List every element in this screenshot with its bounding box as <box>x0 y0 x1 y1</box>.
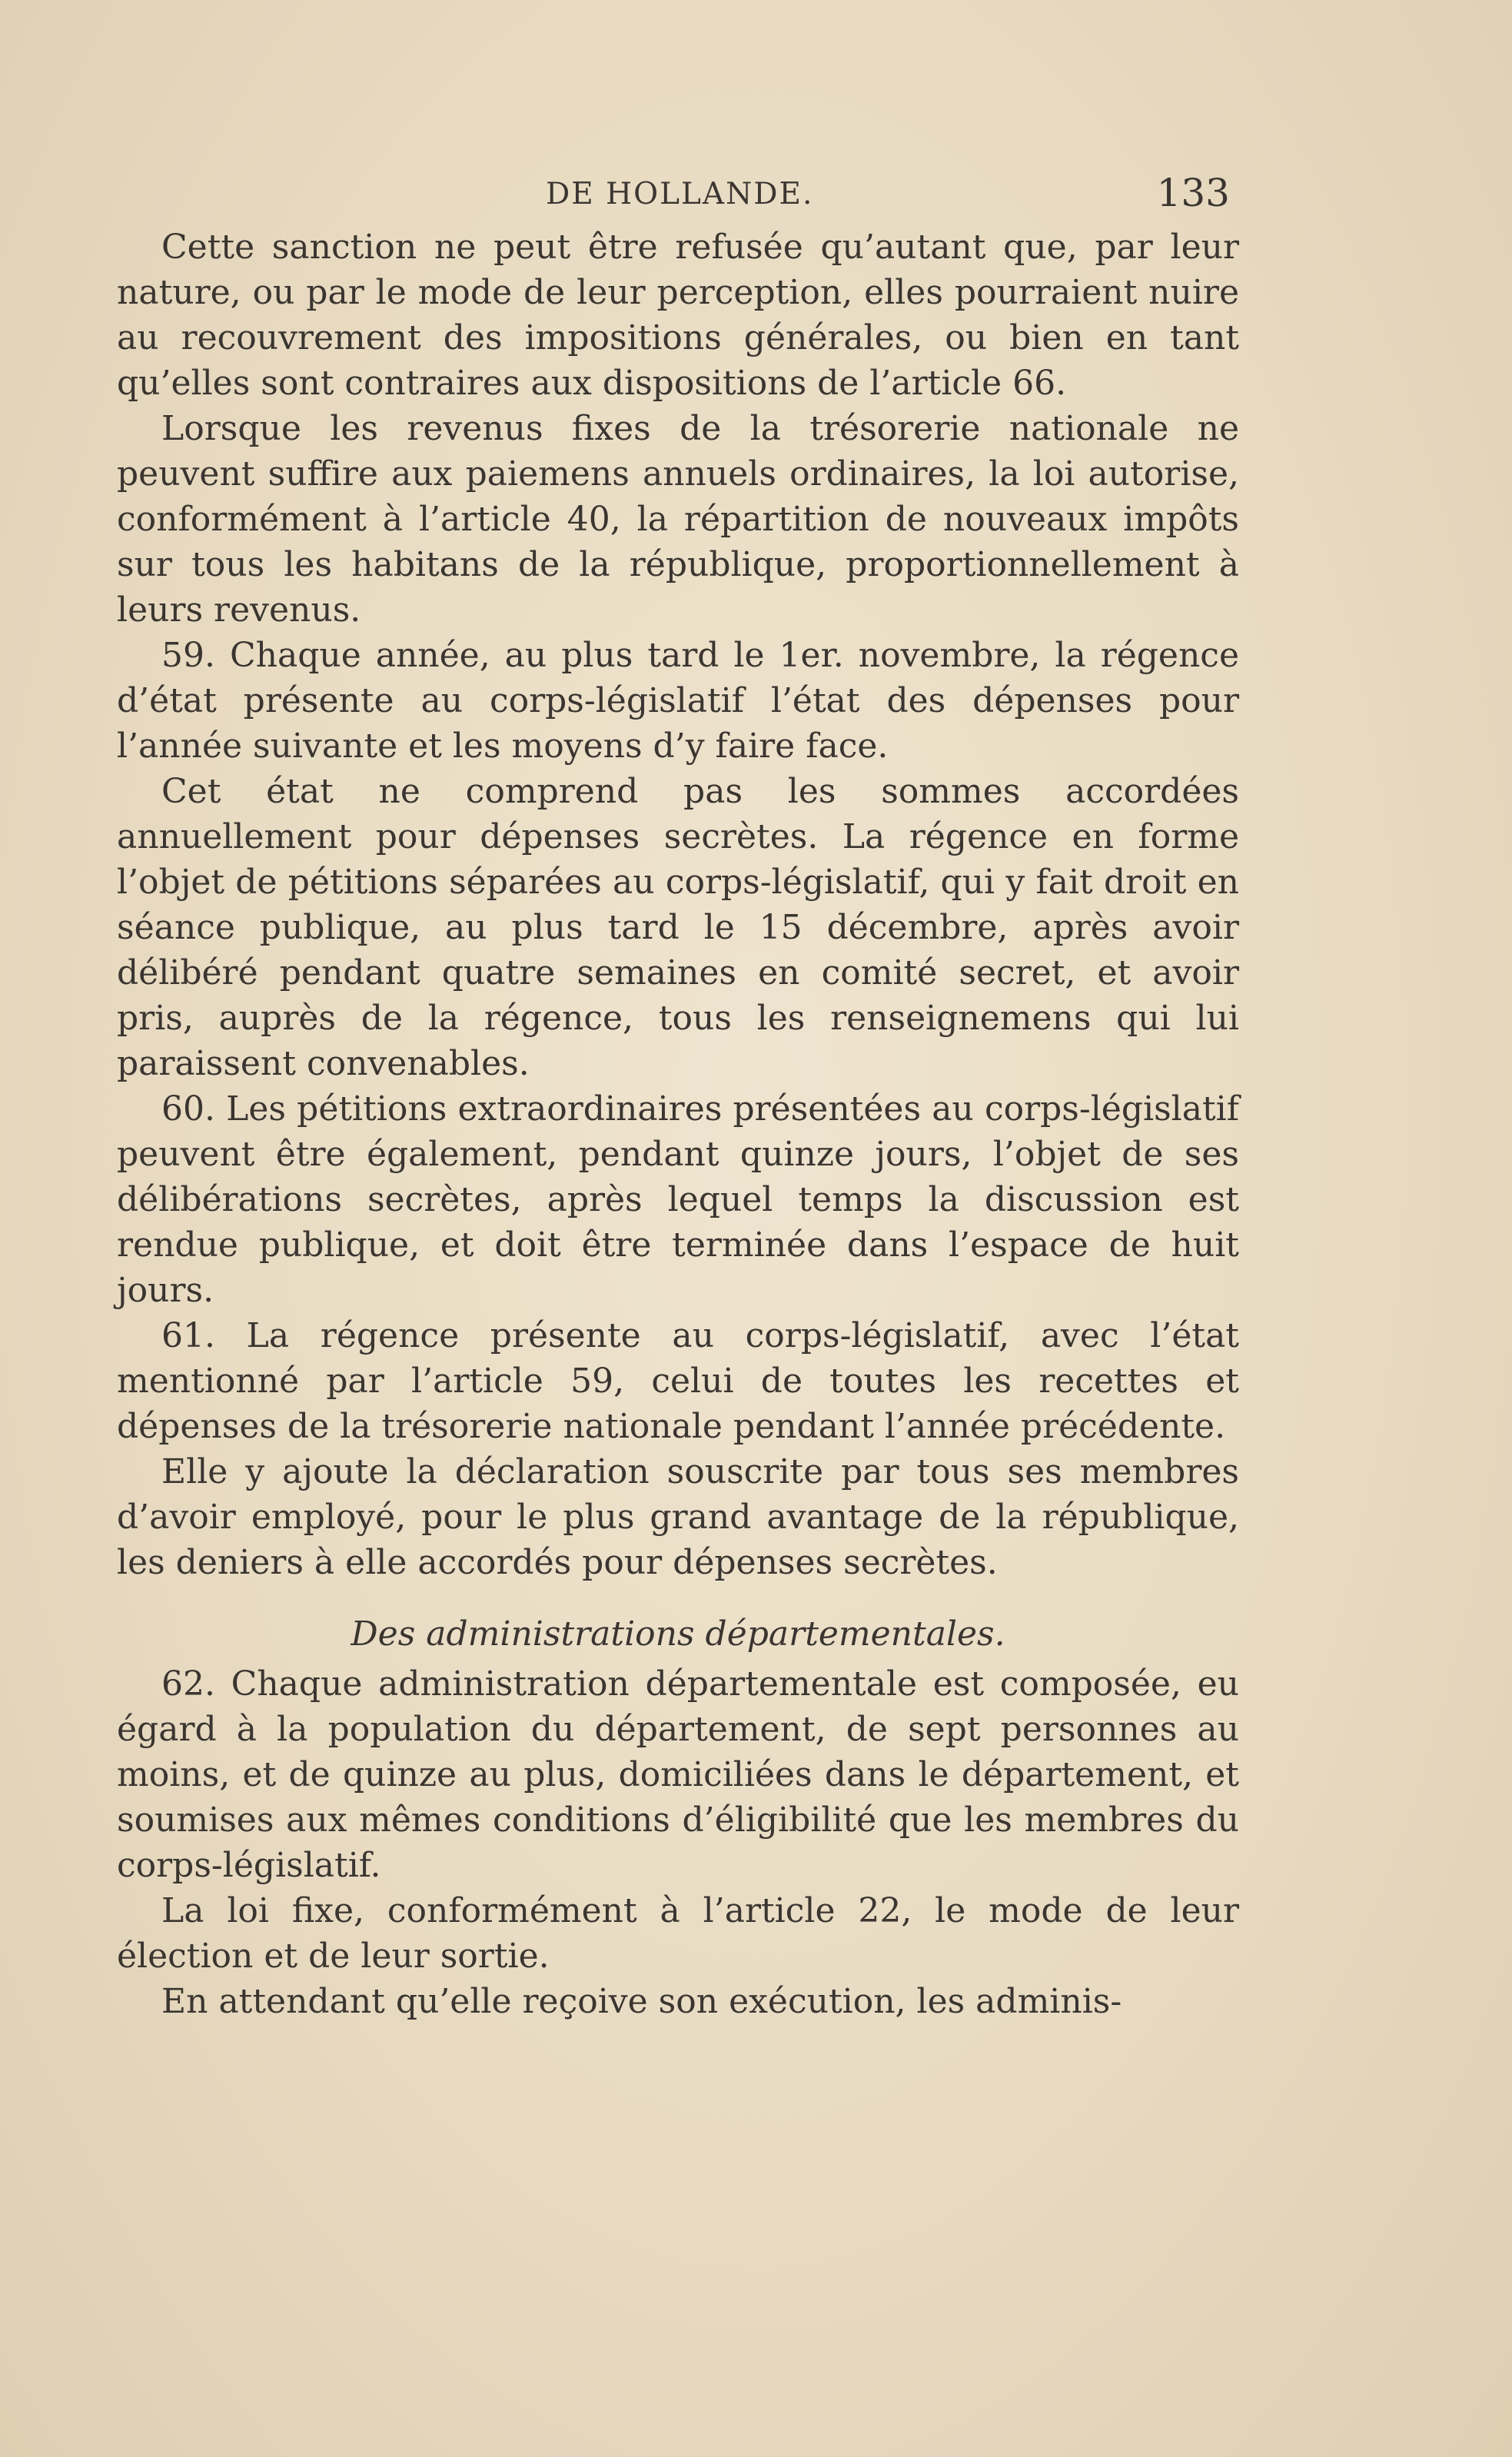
page-header <box>115 171 1230 217</box>
paragraph: Cette sanction ne peut être refusée qu’autant que, par leur nature, ou par le mode de leur perception, elles pourraient nuire au recouvrement des impositions générales, ou bien en tant qu’elles sont contraires aux dispositions de l’article 66. <box>117 228 1239 403</box>
page-number: 133 <box>1156 171 1230 215</box>
paragraph: En attendant qu’elle reçoive son exécution, les adminis- <box>161 1982 1122 2021</box>
article-paragraph: 61. La régence présente au corps-législatif, avec l’état mentionné par l’article 59, celui de toutes les recettes et dépenses de la trésorerie nationale pendant l’année précédente. <box>117 1316 1239 1446</box>
paragraph: La loi fixe, conformément à l’article 22, le mode de leur élection et de leur sortie. <box>117 1891 1239 1976</box>
body-text <box>117 224 1239 2024</box>
paragraph: Lorsque les revenus fixes de la trésorerie nationale ne peuvent suffire aux paiemens annuels ordinaires, la loi autorise, conformément à l’article 40, la répartition de nouveaux impôts sur tous les habitans de la république, proportionnellement à leurs revenus. <box>117 409 1239 630</box>
paragraph: Cet état ne comprend pas les sommes accordées annuellement pour dépenses secrètes. La régence en forme l’objet de pétitions séparées au corps-législatif, qui y fait droit en séance publique, au plus tard le 15 décembre, après avoir délibéré pendant quatre semaines en comité secret, et avoir pris, auprès de la régence, tous les renseignemens qui lui paraissent convenables. <box>117 772 1239 1083</box>
running-head: DE HOLLANDE. <box>546 177 814 211</box>
paragraph: Elle y ajoute la déclaration souscrite par tous ses membres d’avoir employé, pour le plus grand avantage de la république, les deniers à elle accordés pour dépenses secrètes. <box>117 1452 1239 1582</box>
article-paragraph: 60. Les pétitions extraordinaires présentées au corps-législatif peuvent être également, pendant quinze jours, l’objet de ses délibérations secrètes, après lequel temps la discussion est rendue publique, et doit être terminée dans l’espace de huit jours. <box>117 1089 1239 1310</box>
section-heading: Des administrations départementales. <box>351 1614 1005 1654</box>
article-paragraph: 59. Chaque année, au plus tard le 1er. novembre, la régence d’état présente au corps-législatif l’état des dépenses pour l’année suivante et les moyens d’y faire face. <box>117 636 1239 766</box>
article-paragraph: 62. Chaque administration départementale est composée, eu égard à la population du département, de sept personnes au moins, et de quinze au plus, domiciliées dans le département, et soumises aux mêmes conditions d’éligibilité que les membres du corps-législatif. <box>117 1664 1239 1885</box>
